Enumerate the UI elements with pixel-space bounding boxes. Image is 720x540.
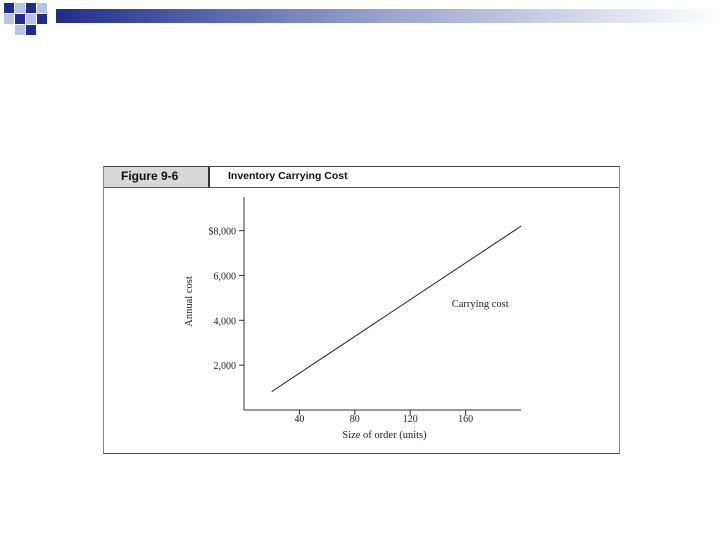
figure-title: Inventory Carrying Cost — [228, 170, 348, 182]
y-tick-label: $8,000 — [208, 226, 236, 238]
figure-label: Figure 9-6 — [121, 169, 179, 183]
x-tick-label: 40 — [294, 414, 305, 425]
x-axis-label: Size of order (units) — [342, 430, 427, 441]
x-tick-label: 80 — [349, 414, 360, 425]
y-tick-label: 4,000 — [213, 316, 236, 328]
series-annotation: Carrying cost — [451, 298, 509, 310]
y-axis-label: Annual cost — [184, 276, 195, 327]
y-tick-label: 6,000 — [213, 271, 236, 283]
y-tick-label: 2,000 — [213, 361, 236, 373]
x-tick-label: 120 — [402, 414, 418, 425]
x-tick-label: 160 — [458, 414, 474, 425]
